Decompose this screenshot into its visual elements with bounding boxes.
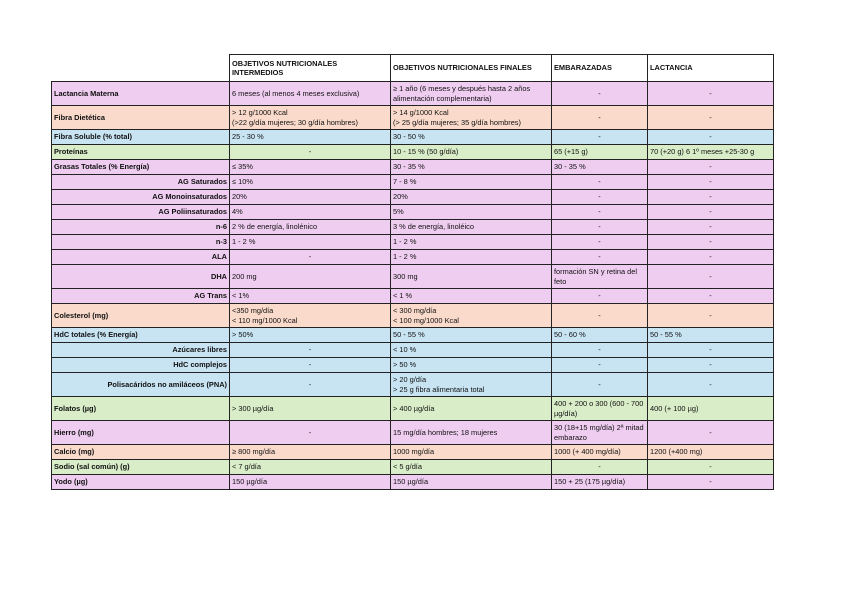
pregnant-value: - — [552, 289, 648, 304]
lactation-value: - — [648, 475, 774, 490]
table-row — [52, 175, 774, 190]
lactation-value: - — [648, 175, 774, 190]
final-value: 1000 mg/día — [391, 445, 552, 460]
intermediate-value: 150 µg/día — [230, 475, 391, 490]
intermediate-value: < 1% — [230, 289, 391, 304]
final-value: 20% — [391, 190, 552, 205]
pregnant-value: - — [552, 235, 648, 250]
table-row — [52, 289, 774, 304]
lactation-value: 50 - 55 % — [648, 328, 774, 343]
final-value: 1 - 2 % — [391, 235, 552, 250]
lactation-value: - — [648, 106, 774, 130]
intermediate-value: - — [230, 358, 391, 373]
final-value: > 50 % — [391, 358, 552, 373]
table-row — [52, 475, 774, 490]
row-label: Azúcares libres — [52, 343, 230, 358]
lactation-value: - — [648, 205, 774, 220]
final-value: < 300 mg/día < 100 mg/1000 Kcal — [391, 304, 552, 328]
table-row — [52, 160, 774, 175]
final-value: 5% — [391, 205, 552, 220]
row-label: AG Saturados — [52, 175, 230, 190]
final-value: 3 % de energía, linoléico — [391, 220, 552, 235]
table-row — [52, 190, 774, 205]
lactation-value: - — [648, 160, 774, 175]
final-value: 1 - 2 % — [391, 250, 552, 265]
lactation-value: - — [648, 304, 774, 328]
pregnant-value: 30 (18+15 mg/día) 2ª mitad embarazo — [552, 421, 648, 445]
nutrition-objectives-table — [51, 54, 774, 490]
pregnant-value: - — [552, 82, 648, 106]
final-value: < 5 g/día — [391, 460, 552, 475]
intermediate-value: 1 - 2 % — [230, 235, 391, 250]
row-label: HdC totales (% Energía) — [52, 328, 230, 343]
intermediate-value: > 12 g/1000 Kcal (>22 g/día mujeres; 30 g/día hombres) — [230, 106, 391, 130]
row-label: Yodo (µg) — [52, 475, 230, 490]
pregnant-value: - — [552, 460, 648, 475]
pregnant-value: - — [552, 220, 648, 235]
pregnant-value: - — [552, 343, 648, 358]
table-row — [52, 460, 774, 475]
intermediate-value: - — [230, 373, 391, 397]
lactation-value: - — [648, 460, 774, 475]
intermediate-value: 2 % de energía, linolénico — [230, 220, 391, 235]
row-label: Lactancia Materna — [52, 82, 230, 106]
pregnant-value: - — [552, 358, 648, 373]
lactation-value: - — [648, 82, 774, 106]
lactation-value: - — [648, 265, 774, 289]
pregnant-value: - — [552, 130, 648, 145]
table-row — [52, 445, 774, 460]
table-row — [52, 220, 774, 235]
header-row — [52, 55, 774, 82]
row-label: Grasas Totales (% Energía) — [52, 160, 230, 175]
lactation-value: - — [648, 190, 774, 205]
lactation-value: 400 (+ 100 µg) — [648, 397, 774, 421]
row-label: Polisacáridos no amiláceos (PNA) — [52, 373, 230, 397]
header-pregnant: EMBARAZADAS — [552, 55, 648, 82]
intermediate-value: 4% — [230, 205, 391, 220]
intermediate-value: < 7 g/día — [230, 460, 391, 475]
intermediate-value: ≤ 35% — [230, 160, 391, 175]
intermediate-value: 20% — [230, 190, 391, 205]
lactation-value: - — [648, 421, 774, 445]
final-value: 150 µg/día — [391, 475, 552, 490]
final-value: 300 mg — [391, 265, 552, 289]
row-label: AG Poliinsaturados — [52, 205, 230, 220]
final-value: 30 - 35 % — [391, 160, 552, 175]
lactation-value: 70 (+20 g) 6 1º meses +25-30 g — [648, 145, 774, 160]
header-intermediate-objectives: OBJETIVOS NUTRICIONALES INTERMEDIOS — [230, 55, 391, 82]
row-label: Colesterol (mg) — [52, 304, 230, 328]
pregnant-value: - — [552, 175, 648, 190]
row-label: AG Trans — [52, 289, 230, 304]
intermediate-value: ≥ 800 mg/día — [230, 445, 391, 460]
table-row — [52, 328, 774, 343]
lactation-value: - — [648, 130, 774, 145]
pregnant-value: 50 - 60 % — [552, 328, 648, 343]
final-value: 15 mg/día hombres; 18 mujeres — [391, 421, 552, 445]
table-row — [52, 373, 774, 397]
row-label: Fibra Soluble (% total) — [52, 130, 230, 145]
header-blank-cell — [52, 55, 230, 82]
final-value: 30 - 50 % — [391, 130, 552, 145]
final-value: 7 - 8 % — [391, 175, 552, 190]
final-value: > 14 g/1000 Kcal (> 25 g/día mujeres; 35 g/día hombres) — [391, 106, 552, 130]
intermediate-value: ≤ 10% — [230, 175, 391, 190]
final-value: < 1 % — [391, 289, 552, 304]
intermediate-value: 200 mg — [230, 265, 391, 289]
lactation-value: 1200 (+400 mg) — [648, 445, 774, 460]
table-row — [52, 145, 774, 160]
intermediate-value: - — [230, 145, 391, 160]
row-label: Fibra Dietética — [52, 106, 230, 130]
row-label: Sodio (sal común) (g) — [52, 460, 230, 475]
final-value: > 400 µg/día — [391, 397, 552, 421]
row-label: HdC complejos — [52, 358, 230, 373]
lactation-value: - — [648, 358, 774, 373]
lactation-value: - — [648, 235, 774, 250]
row-label: Calcio (mg) — [52, 445, 230, 460]
table-row — [52, 235, 774, 250]
lactation-value: - — [648, 250, 774, 265]
row-label: AG Monoinsaturados — [52, 190, 230, 205]
row-label: n-3 — [52, 235, 230, 250]
pregnant-value: 1000 (+ 400 mg/día) — [552, 445, 648, 460]
pregnant-value: formación SN y retina del feto — [552, 265, 648, 289]
intermediate-value: <350 mg/día < 110 mg/1000 Kcal — [230, 304, 391, 328]
lactation-value: - — [648, 373, 774, 397]
table-row — [52, 82, 774, 106]
final-value: < 10 % — [391, 343, 552, 358]
pregnant-value: - — [552, 205, 648, 220]
pregnant-value: 30 - 35 % — [552, 160, 648, 175]
lactation-value: - — [648, 220, 774, 235]
intermediate-value: 25 - 30 % — [230, 130, 391, 145]
intermediate-value: > 300 µg/día — [230, 397, 391, 421]
pregnant-value: - — [552, 373, 648, 397]
table-row — [52, 250, 774, 265]
row-label: Hierro (mg) — [52, 421, 230, 445]
table-row — [52, 205, 774, 220]
intermediate-value: 6 meses (al menos 4 meses exclusiva) — [230, 82, 391, 106]
final-value: 50 - 55 % — [391, 328, 552, 343]
final-value: 10 - 15 % (50 g/día) — [391, 145, 552, 160]
pregnant-value: - — [552, 106, 648, 130]
pregnant-value: 65 (+15 g) — [552, 145, 648, 160]
table-row — [52, 130, 774, 145]
row-label: Folatos (µg) — [52, 397, 230, 421]
table-row — [52, 343, 774, 358]
intermediate-value: - — [230, 250, 391, 265]
table-row — [52, 265, 774, 289]
table-row — [52, 397, 774, 421]
row-label: Proteínas — [52, 145, 230, 160]
pregnant-value: 400 + 200 o 300 (600 - 700 µg/día) — [552, 397, 648, 421]
final-value: ≥ 1 año (6 meses y después hasta 2 años alimentación complementaria) — [391, 82, 552, 106]
row-label: DHA — [52, 265, 230, 289]
final-value: > 20 g/día > 25 g fibra alimentaria total — [391, 373, 552, 397]
pregnant-value: 150 + 25 (175 µg/día) — [552, 475, 648, 490]
intermediate-value: - — [230, 421, 391, 445]
lactation-value: - — [648, 343, 774, 358]
pregnant-value: - — [552, 190, 648, 205]
table-row — [52, 358, 774, 373]
header-lactation: LACTANCIA — [648, 55, 774, 82]
table-row — [52, 421, 774, 445]
header-final-objectives: OBJETIVOS NUTRICIONALES FINALES — [391, 55, 552, 82]
intermediate-value: > 50% — [230, 328, 391, 343]
row-label: ALA — [52, 250, 230, 265]
table-row — [52, 304, 774, 328]
pregnant-value: - — [552, 304, 648, 328]
row-label: n-6 — [52, 220, 230, 235]
pregnant-value: - — [552, 250, 648, 265]
lactation-value: - — [648, 289, 774, 304]
intermediate-value: - — [230, 343, 391, 358]
table-row — [52, 106, 774, 130]
